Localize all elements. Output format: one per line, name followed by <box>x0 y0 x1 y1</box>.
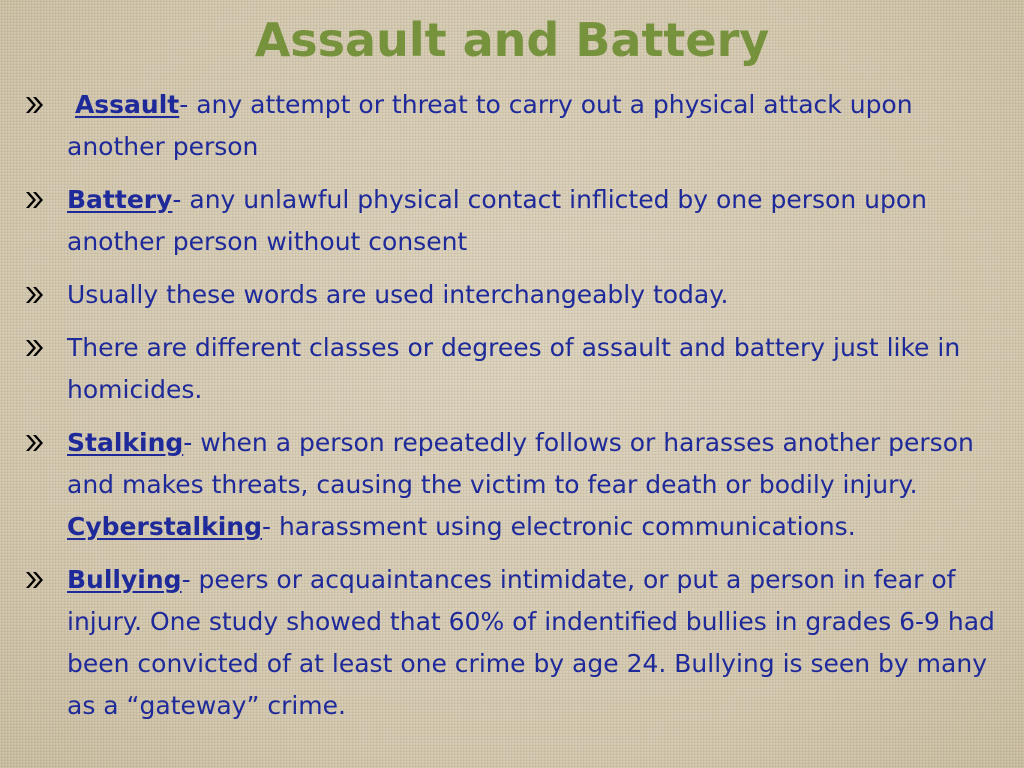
bullet-battery <box>24 179 1000 263</box>
term-assault: Assault <box>74 90 180 119</box>
leading-space <box>67 90 75 119</box>
term-battery: Battery <box>67 185 173 214</box>
definition-cyberstalking: - harassment using electronic communications. <box>261 512 856 541</box>
checkmark-arrow-icon <box>24 94 46 116</box>
bullet-list <box>24 84 1000 738</box>
definition-bullying: - peers or acquaintances intimidate, or put a person in fear of injury. One study showed that 60% of indentified bullies in grades 6-9 had been convicted of at least one crime by age 24. Bullying is seen by many as a “gateway” crime. <box>67 565 995 720</box>
term-stalking: Stalking <box>67 428 184 457</box>
bullet-assault <box>24 84 1000 168</box>
definition-battery: - any unlawful physical contact inflicted by one person upon another person without consent <box>67 185 927 256</box>
definition-assault: - any attempt or threat to carry out a physical attack upon another person <box>67 90 913 161</box>
term-bullying: Bullying <box>67 565 182 594</box>
slide-title: Assault and Battery <box>254 13 770 67</box>
checkmark-arrow-icon <box>24 189 46 211</box>
bullet-text: There are different classes or degrees of assault and battery just like in homicides. <box>67 333 961 404</box>
checkmark-arrow-icon <box>24 284 46 306</box>
bullet-interchangeable <box>24 274 1000 316</box>
bullet-text: Usually these words are used interchangeably today. <box>67 280 729 309</box>
definition-stalking: - when a person repeatedly follows or harasses another person and makes threats, causing the victim to fear death or bodily injury. <box>67 428 974 499</box>
bullet-bullying <box>24 559 1000 727</box>
checkmark-arrow-icon <box>24 337 46 359</box>
term-cyberstalking: Cyberstalking <box>67 512 262 541</box>
bullet-stalking <box>24 422 1000 548</box>
checkmark-arrow-icon <box>24 432 46 454</box>
checkmark-arrow-icon <box>24 569 46 591</box>
bullet-classes <box>24 327 1000 411</box>
